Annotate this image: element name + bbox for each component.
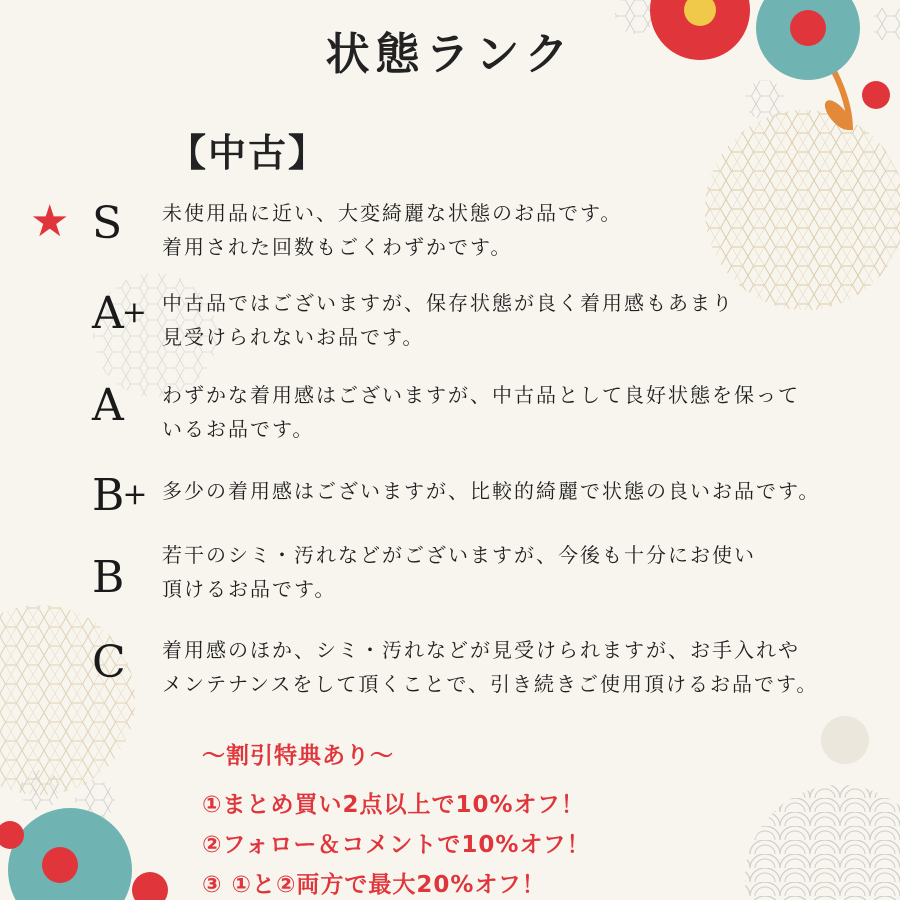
rank-description: 未使用品に近い、大変綺麗な状態のお品です。 着用された回数もごくわずかです。 bbox=[162, 201, 623, 259]
discount-item: ①まとめ買い2点以上で10%オフ！ bbox=[202, 792, 585, 818]
page-title: 状態ランク bbox=[325, 29, 575, 80]
rank-grade: A+ bbox=[92, 288, 147, 339]
rank-description: 若干のシミ・汚れなどがございますが、今後も十分にお使い 頂けるお品です。 bbox=[162, 543, 756, 601]
section-heading: 【中古】 bbox=[168, 131, 329, 175]
rank-grade: B bbox=[92, 552, 125, 603]
discount-heading: ～割引特典あり～ bbox=[202, 743, 394, 769]
rank-grade: A bbox=[92, 380, 124, 431]
star-icon: ★ bbox=[30, 196, 70, 247]
rank-description: 着用感のほか、シミ・汚れなどが見受けられますが、お手入れや メンテナンスをして頂くことで、引き続きご使用頂けるお品です。 bbox=[162, 638, 819, 696]
camellia-flower-icon bbox=[0, 808, 168, 900]
rank-grade: C bbox=[92, 637, 126, 688]
rank-grade: B+ bbox=[92, 470, 148, 521]
rank-grade: S bbox=[92, 198, 123, 249]
rank-description: わずかな着用感はございますが、中古品として良好状態を保って いるお品です。 bbox=[162, 383, 800, 441]
discount-item: ③ ①と②両方で最大20%オフ！ bbox=[202, 872, 546, 898]
rank-description: 多少の着用感はございますが、比較的綺麗で状態の良いお品です。 bbox=[162, 479, 821, 503]
rank-description: 中古品ではございますが、保存状態が良く着用感もあまり 見受けられないお品です。 bbox=[162, 291, 734, 349]
discount-item: ②フォロー＆コメントで10%オフ！ bbox=[202, 832, 591, 858]
